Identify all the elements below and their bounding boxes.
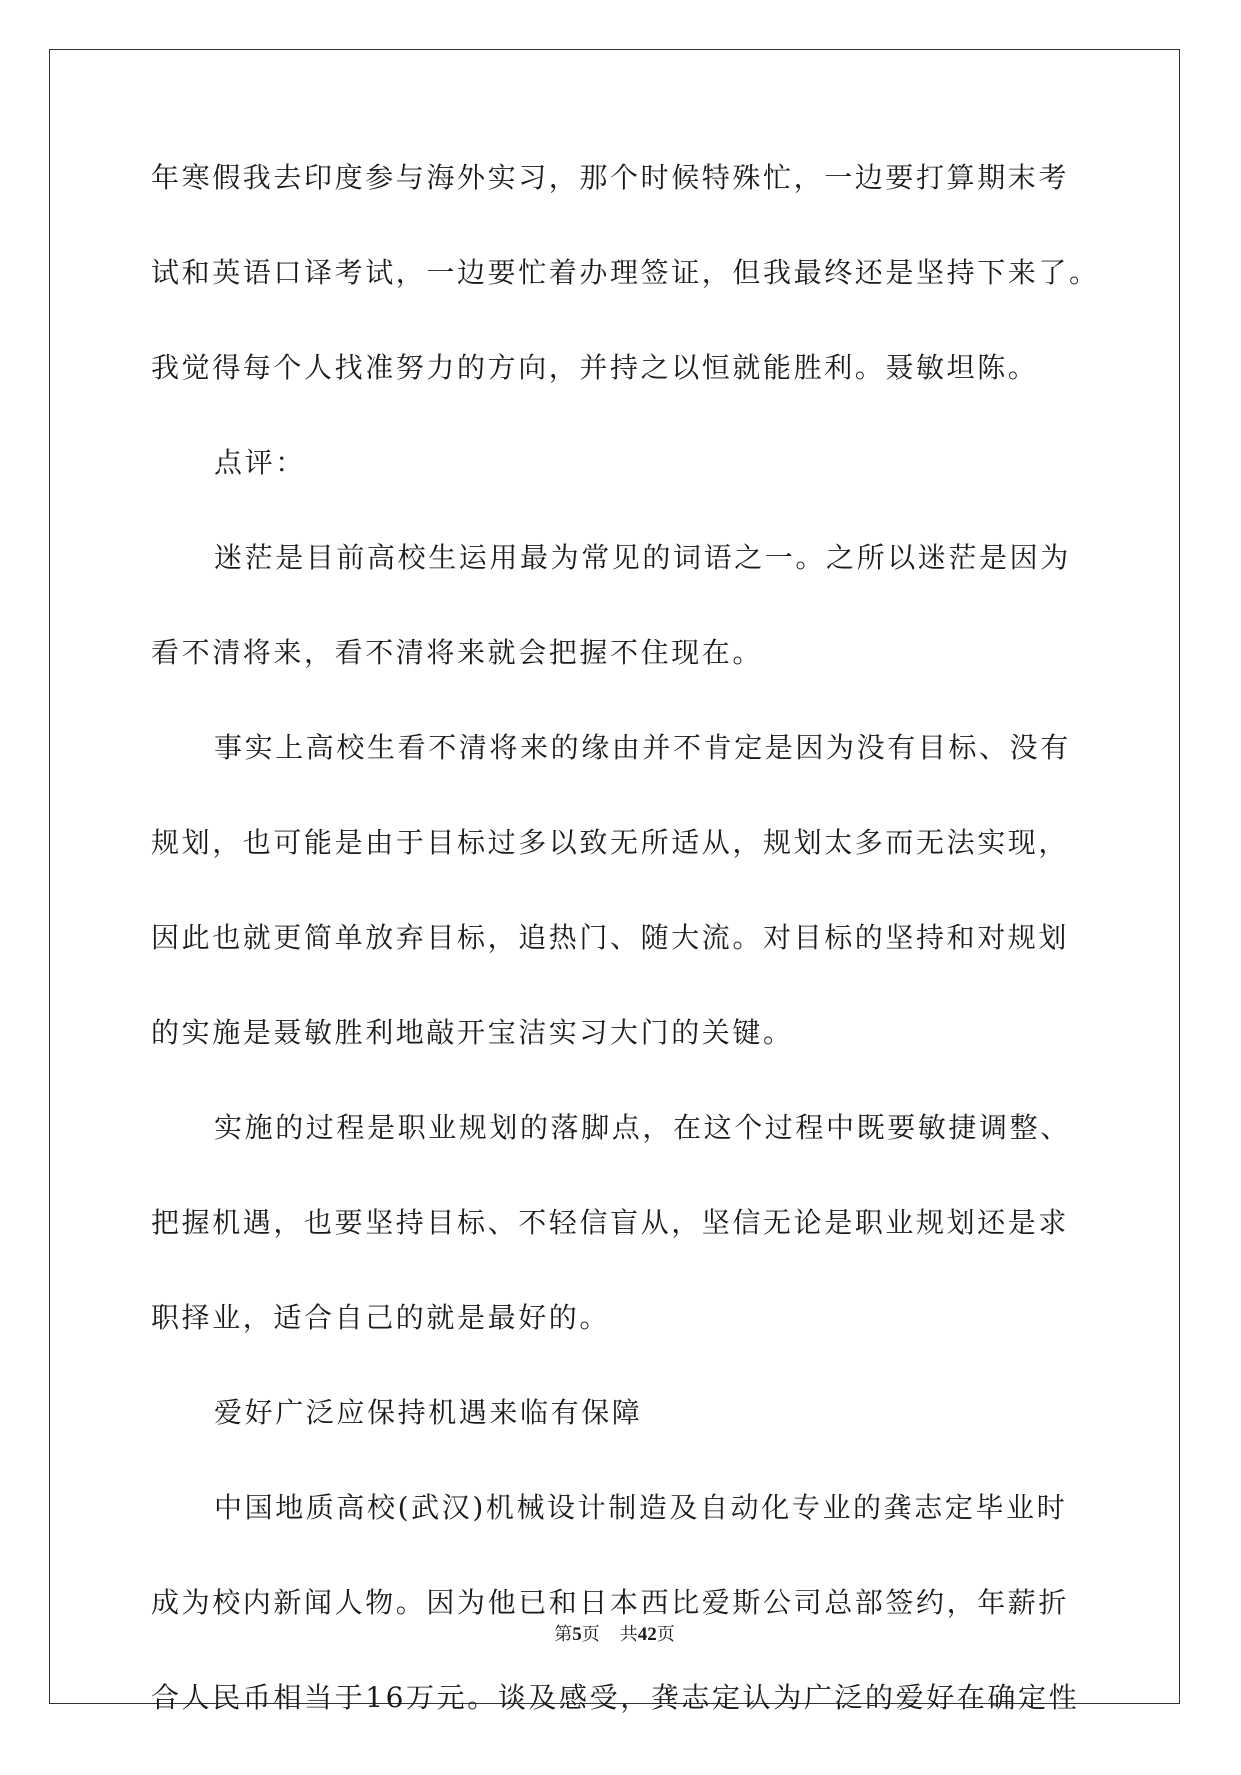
current-page-number: 5 xyxy=(572,1624,582,1645)
text-line: 中国地质高校(武汉)机械设计制造及自动化专业的龚志定毕业时 xyxy=(214,1491,1068,1524)
text-line: 我觉得每个人找准努力的方向，并持之以恒就能胜利。聂敏坦陈。 xyxy=(151,351,1039,384)
text-line: 年寒假我去印度参与海外实习，那个时候特殊忙，一边要打算期末考 xyxy=(151,161,1070,194)
total-page-number: 42 xyxy=(637,1624,657,1645)
section-heading: 爱好广泛应保持机遇来临有保障 xyxy=(214,1396,643,1429)
text-line: 把握机遇，也要坚持目标、不轻信盲从，坚信无论是职业规划还是求 xyxy=(151,1206,1070,1239)
text-line: 的实施是聂敏胜利地敲开宝洁实习大门的关键。 xyxy=(151,1016,794,1049)
text-line: 因此也就更简单放弃目标，追热门、随大流。对目标的坚持和对规划 xyxy=(151,921,1070,954)
text-line: 职择业，适合自己的就是最好的。 xyxy=(151,1301,611,1334)
text-line: 成为校内新闻人物。因为他已和日本西比爱斯公司总部签约，年薪折 xyxy=(151,1586,1070,1619)
page-unit: 页 xyxy=(581,1624,600,1645)
text-line: 试和英语口译考试，一边要忙着办理签证，但我最终还是坚持下来了。 xyxy=(151,256,1100,289)
total-unit: 页 xyxy=(656,1624,675,1645)
page-footer xyxy=(0,1620,1229,1646)
text-line: 规划，也可能是由于目标过多以致无所适从，规划太多而无法实现， xyxy=(151,826,1070,859)
section-label: 点评： xyxy=(214,446,306,479)
page-prefix: 第 xyxy=(554,1624,573,1645)
text-line: 实施的过程是职业规划的落脚点，在这个过程中既要敏捷调整、 xyxy=(214,1111,1071,1144)
text-line: 事实上高校生看不清将来的缘由并不肯定是因为没有目标、没有 xyxy=(214,731,1071,764)
text-line: 迷茫是目前高校生运用最为常见的词语之一。之所以迷茫是因为 xyxy=(214,541,1071,574)
total-prefix: 共 xyxy=(619,1624,638,1645)
document-body xyxy=(151,160,1101,1775)
text-line: 合人民币相当于16万元。谈及感受，龚志定认为广泛的爱好在确定性 xyxy=(151,1681,1080,1714)
text-line: 看不清将来，看不清将来就会把握不住现在。 xyxy=(151,636,764,669)
